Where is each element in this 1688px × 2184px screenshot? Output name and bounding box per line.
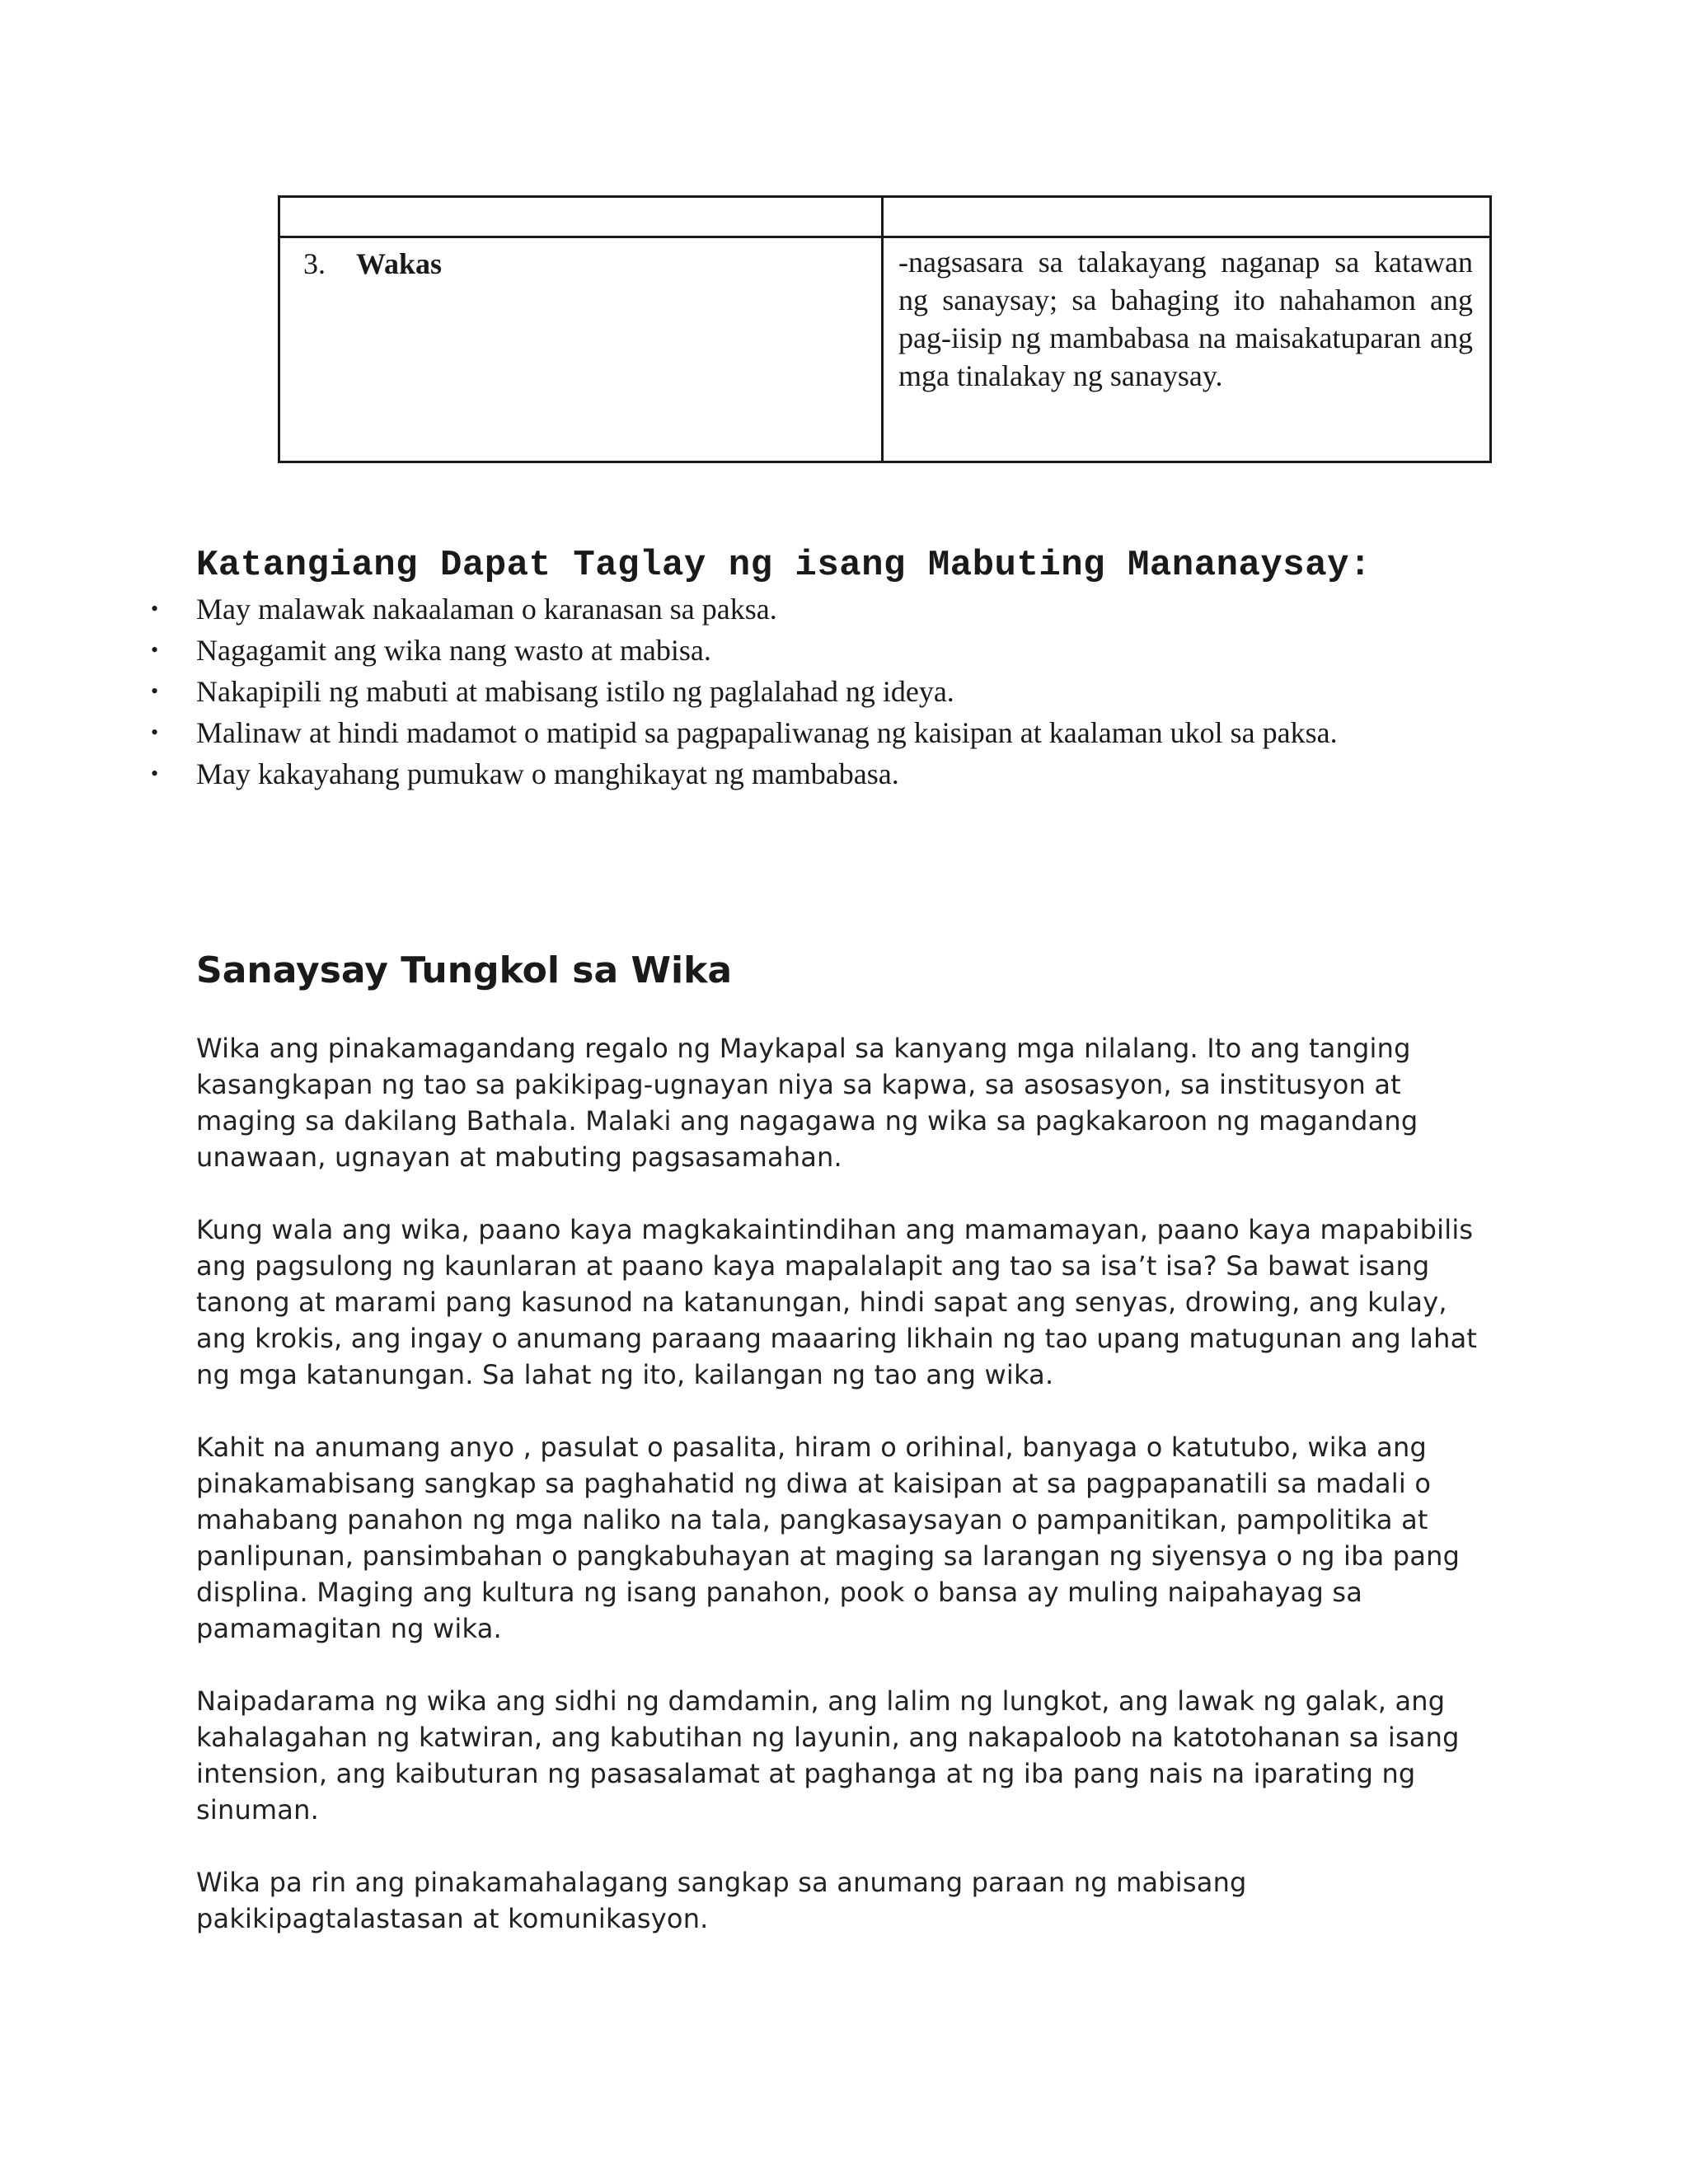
list-item-text: Nakapipili ng mabuti at mabisang istilo ng paglalahad ng ideya. <box>196 675 954 708</box>
bullet-icon: • <box>151 720 159 744</box>
list-item <box>151 630 1338 671</box>
sanaysay-heading: Sanaysay Tungkol sa Wika <box>196 949 733 991</box>
list-item <box>151 753 1338 794</box>
bullet-icon: • <box>151 762 159 785</box>
paragraph: Kahit na anumang anyo , pasulat o pasalita, hiram o orihinal, banyaga o katutubo, wika ang pinakamabisang sangkap sa paghahatid ng diwa at kaisipan at sa pagpapanatili sa madali o mahabang panahon ng mga naliko na tala, pangkasaysayan o pampanitikan, pampolitika at panlipunan, pansimbahan o pangkabuhayan at maging sa larangan ng siyensya o ng iba pang displina. Maging ang kultura ng isang panahon, pook o bansa ay muling naipahayag sa pamamagitan ng wika. <box>196 1432 1461 1644</box>
table-cell-part-description <box>883 237 1491 462</box>
table-cell-empty-left <box>279 197 883 237</box>
bullet-icon: • <box>151 679 159 703</box>
list-item-text: Nagagamit ang wika nang wasto at mabisa. <box>196 634 711 667</box>
katangian-list <box>151 588 1338 794</box>
part-description: -nagsasara sa talakayang naganap sa katawan ng sanaysay; sa bahaging ito nahahamon ang pag-iisip ng mambabasa na maisakatuparan ang mga tinalakay ng sanaysay. <box>898 246 1473 392</box>
list-item-text: May kakayahang pumukaw o manghikayat ng mambabasa. <box>196 757 899 790</box>
wakas-heading <box>280 238 881 283</box>
paragraph: Naipadarama ng wika ang sidhi ng damdamin, ang lalim ng lungkot, ang lawak ng galak, ang kahalagahan ng katwiran, ang kabutihan ng layunin, ang nakapaloob na katotohanan sa isang intension, ang kaibuturan ng pasasalamat at paghanga at ng iba pang nais na iparating ng sinuman. <box>196 1685 1460 1825</box>
part-title: Wakas <box>356 247 443 280</box>
table-row <box>279 197 1491 237</box>
list-item <box>151 588 1338 630</box>
essay-body <box>196 1030 1498 1973</box>
paragraph: Kung wala ang wika, paano kaya magkakaintindihan ang mamamayan, paano kaya mapabibilis ang pagsulong ng kaunlaran at paano kaya mapalalapit ang tao sa isa’t isa? Sa bawat isang tanong at marami pang kasunod na katanungan, hindi sapat ang senyas, drowing, ang kulay, ang krokis, ang ingay o anumang paraang maaaring likhain ng tao upang matugunan ang lahat ng mga katanungan. Sa lahat ng ito, kailangan ng tao ang wika. <box>196 1214 1478 1390</box>
paragraph: Wika ang pinakamagandang regalo ng Maykapal sa kanyang mga nilalang. Ito ang tanging kasangkapan ng tao sa pakikipag-ugnayan niya sa kapwa, sa asosasyon, sa institusyon at maging sa dakilang Bathala. Malaki ang nagagawa ng wika sa pagkakaroon ng magandang unawaan, ugnayan at mabuting pagsasamahan. <box>196 1033 1418 1173</box>
part-number: 3. <box>303 247 326 280</box>
bullet-icon: • <box>151 638 159 662</box>
list-item-text: Malinaw at hindi madamot o matipid sa pagpapaliwanag ng kaisipan at kaalaman ukol sa paksa. <box>196 716 1338 749</box>
paragraph: Wika pa rin ang pinakamahalagang sangkap sa anumang paraan ng mabisang pakikipagtalastasan at komunikasyon. <box>196 1867 1247 1934</box>
structure-table <box>278 195 1492 463</box>
list-item <box>151 712 1338 753</box>
table-row <box>279 237 1491 462</box>
list-item-text: May malawak nakaalaman o karanasan sa paksa. <box>196 593 777 626</box>
list-item <box>151 671 1338 712</box>
table-cell-empty-right <box>883 197 1491 237</box>
table-cell-part-name <box>279 237 883 462</box>
katangian-heading: Katangiang Dapat Taglay ng isang Mabuting Mananaysay: <box>196 545 1372 586</box>
bullet-icon: • <box>151 597 159 621</box>
